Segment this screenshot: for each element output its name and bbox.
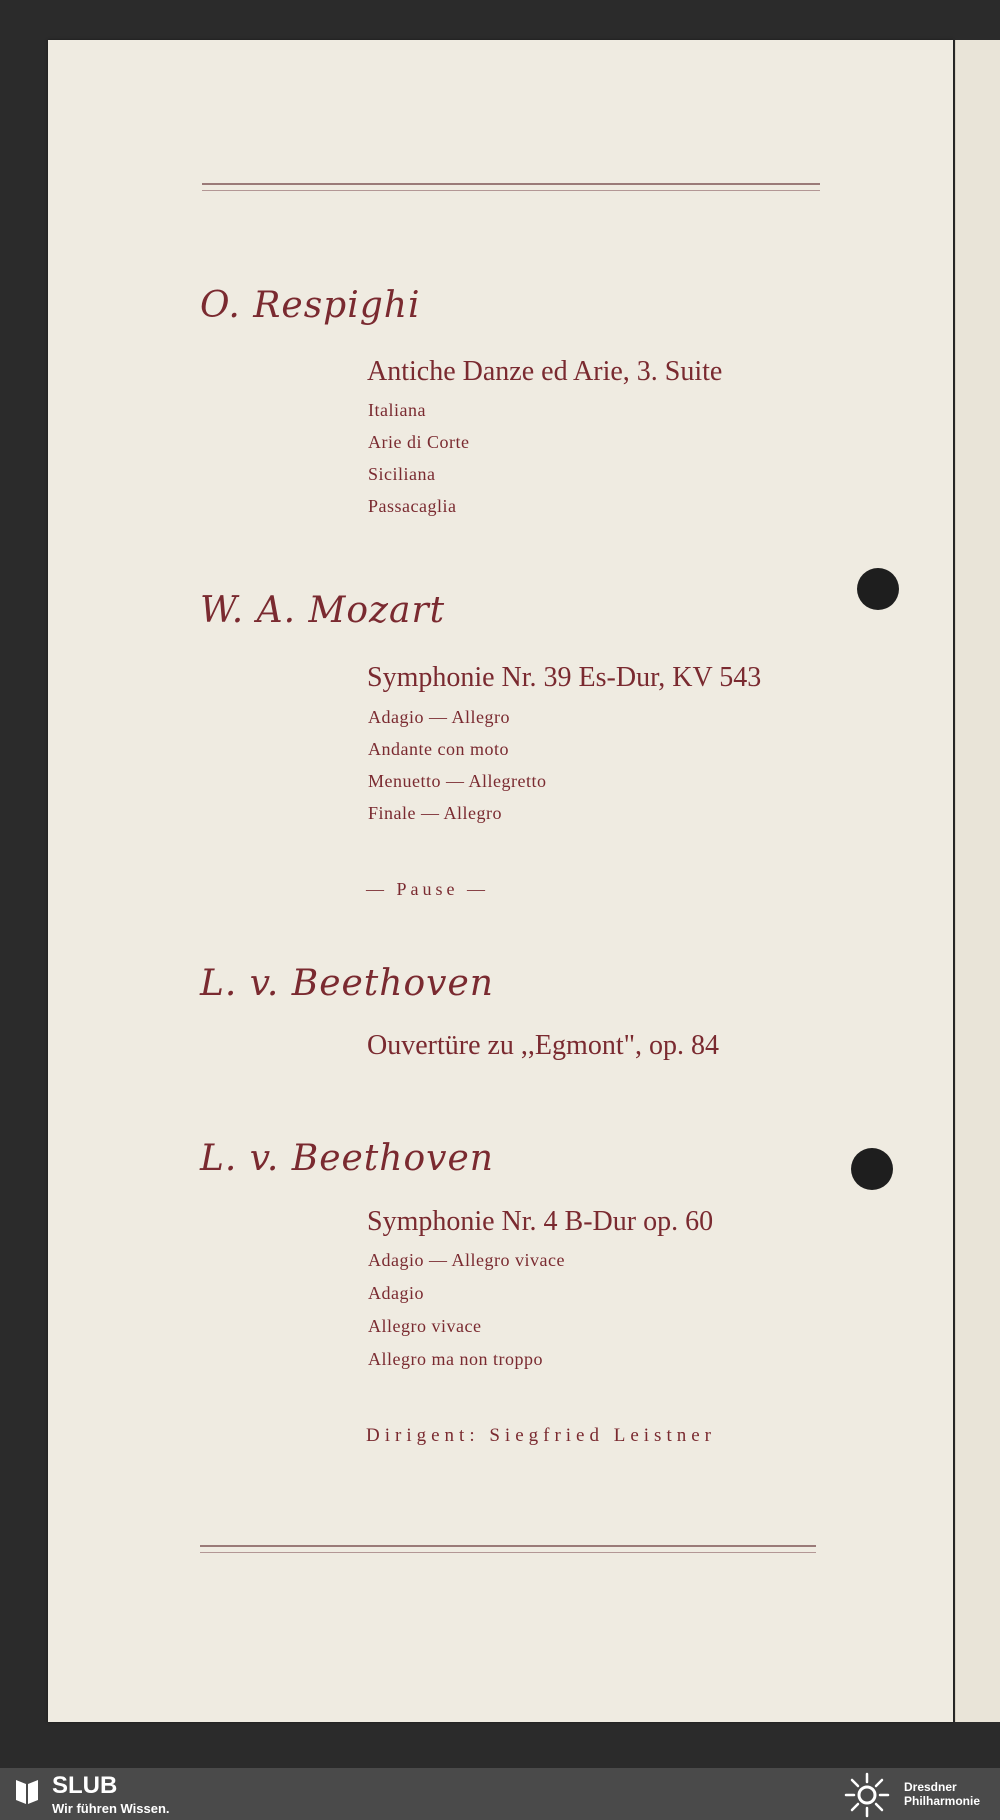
- movement: Passacaglia: [368, 496, 457, 516]
- movement: Menuetto — Allegretto: [368, 771, 547, 791]
- punch-hole: [851, 1148, 893, 1190]
- work-title: Ouvertüre zu ,,Egmont", op. 84: [367, 1030, 720, 1061]
- movement: Siciliana: [368, 464, 436, 484]
- movement: Adagio: [368, 1283, 424, 1303]
- philharmonie-line-1: Dresdner: [904, 1780, 957, 1794]
- slub-book-icon: [14, 1776, 40, 1806]
- slub-tagline: Wir führen Wissen.: [52, 1801, 170, 1816]
- movement: Italiana: [368, 400, 426, 420]
- composer-name: L. v. Beethoven: [200, 1138, 494, 1179]
- intermission-label: — Pause —: [366, 879, 489, 899]
- philharmonie-sunburst-icon: [840, 1772, 894, 1818]
- composer-name: O. Respighi: [200, 285, 421, 326]
- conductor-credit: Dirigent: Siegfried Leistner: [366, 1425, 716, 1446]
- movement: Allegro ma non troppo: [368, 1349, 543, 1369]
- philharmonie-logo-text[interactable]: [904, 1780, 980, 1808]
- page-fold: [955, 40, 1000, 1722]
- movement: Adagio — Allegro vivace: [368, 1250, 565, 1270]
- movement: Allegro vivace: [368, 1316, 482, 1336]
- footer-bar: [0, 1768, 1000, 1820]
- slub-logo-text[interactable]: SLUB: [52, 1772, 118, 1799]
- movement: Finale — Allegro: [368, 803, 502, 823]
- work-title: Symphonie Nr. 4 B-Dur op. 60: [367, 1206, 714, 1237]
- composer-name: W. A. Mozart: [200, 590, 446, 631]
- movement: Andante con moto: [368, 739, 509, 759]
- work-title: Symphonie Nr. 39 Es-Dur, KV 543: [367, 662, 762, 693]
- bottom-divider: [200, 1545, 816, 1553]
- philharmonie-line-2: Philharmonie: [904, 1794, 981, 1808]
- composer-name: L. v. Beethoven: [200, 963, 494, 1004]
- punch-hole: [857, 568, 899, 610]
- program-sheet: [48, 40, 953, 1722]
- work-title: Antiche Danze ed Arie, 3. Suite: [367, 356, 723, 387]
- movement: Adagio — Allegro: [368, 707, 510, 727]
- movement: Arie di Corte: [368, 432, 470, 452]
- top-divider: [202, 183, 820, 191]
